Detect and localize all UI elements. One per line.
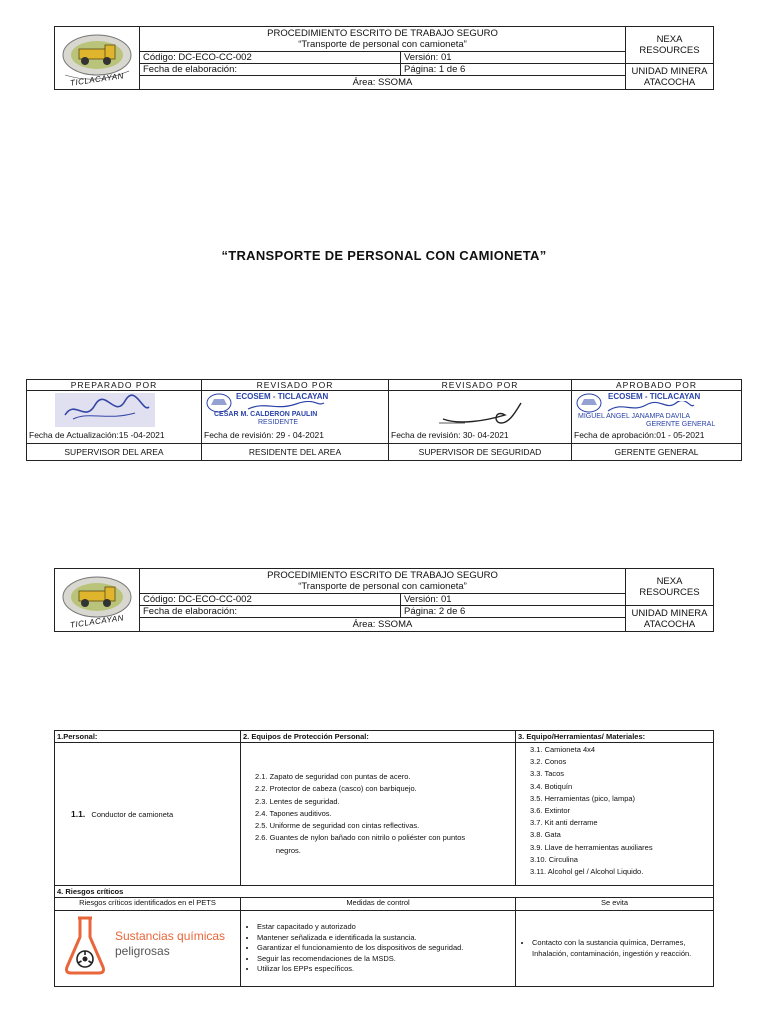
approval-header: REVISADO POR <box>389 380 572 391</box>
list-item: 3.10. Circulina <box>530 854 578 864</box>
controls-cell <box>241 911 516 987</box>
list-item: 3.2. Conos <box>530 757 567 767</box>
signature-icon <box>55 393 155 427</box>
risks-header: 4. Riesgos críticos <box>55 886 714 898</box>
list-item: 2.1. Zapato de seguridad con puntas de acero. <box>255 772 411 782</box>
hazard-label-line1: Sustancias químicas <box>115 929 226 943</box>
approval-date: Fecha de aprobación:01 - 05-2021 <box>574 430 705 440</box>
list-item: 3.5. Herramientas (pico, lampa) <box>530 793 636 803</box>
header-page-2 <box>54 568 714 632</box>
approval-role: GERENTE GENERAL <box>572 444 742 461</box>
approval-header: APROBADO POR <box>572 380 742 391</box>
signature-icon <box>246 401 326 411</box>
mining-unit-line1: UNIDAD MINERA <box>631 65 708 77</box>
personal-number: 1.1. <box>71 809 86 819</box>
list-item: • Utilizar los EPPs específicos. <box>257 964 513 975</box>
requirements-table <box>54 730 714 987</box>
logo-text: TICLACAYAN <box>69 71 125 88</box>
approval-header: PREPARADO POR <box>27 380 202 391</box>
col-risks: Riesgos críticos identificados en el PETS <box>55 898 241 911</box>
approval-role: SUPERVISOR DEL AREA <box>27 444 202 461</box>
doc-title-line1: PROCEDIMIENTO ESCRITO DE TRABAJO SEGURO <box>267 570 498 581</box>
doc-code: Código: DC-ECO-CC-002 <box>140 52 401 64</box>
signature-cell <box>389 391 572 444</box>
epp-header: 2. Equipos de Protección Personal: <box>241 731 516 743</box>
list-item: • Estar capacitado y autorizado <box>257 922 513 933</box>
stamp-name: CESAR M. CALDERON PAULIN <box>214 411 318 418</box>
approvals-table <box>26 379 742 461</box>
list-item: 2.4. Tapones auditivos. <box>255 808 332 818</box>
doc-title <box>140 569 626 594</box>
list-item: 3.9. Llave de herramientas auxiliares <box>530 842 653 852</box>
doc-code: Código: DC-ECO-CC-002 <box>140 594 401 606</box>
stamp-logo-icon <box>206 393 232 413</box>
company-name-line2: RESOURCES <box>639 587 700 598</box>
stamp-name: MIGUEL ANGEL JANAMPA DAVILA <box>578 413 691 420</box>
signature-cell <box>27 391 202 444</box>
controls-list <box>243 922 513 975</box>
doc-title-line2: “Transporte de personal con camioneta” <box>298 581 467 592</box>
list-item: 3.1. Camioneta 4x4 <box>530 745 596 754</box>
list-item: 3.7. Kit anti derrame <box>530 818 598 828</box>
list-item: 3.4. Botiquín <box>530 781 573 791</box>
logo-text: TICLACAYAN <box>69 613 125 630</box>
stamp-company: ECOSEM - TICLACAYAN <box>608 392 701 401</box>
company-logo <box>55 27 140 90</box>
header-page-1 <box>54 26 714 90</box>
page-number: Página: 1 de 6 <box>401 64 626 76</box>
company-name-line1: NEXA <box>656 576 683 587</box>
approval-role: RESIDENTE DEL AREA <box>202 444 389 461</box>
hazard-label-line2: peligrosas <box>115 944 170 958</box>
list-item: • Contacto con la sustancia química, Derrames, Inhalación, contaminación, ingestión y reacción. <box>532 938 709 959</box>
hazard-cell <box>55 911 241 987</box>
personal-header: 1.Personal: <box>55 731 241 743</box>
personal-item: Conductor de camioneta <box>91 810 174 819</box>
stamp-title: RESIDENTE <box>258 419 299 426</box>
avoids-cell <box>516 911 714 987</box>
list-item: 2.2. Protector de cabeza (casco) con barbiquejo. <box>255 784 417 794</box>
personal-cell <box>55 743 241 886</box>
signature-cell <box>202 391 389 444</box>
approval-role: SUPERVISOR DE SEGURIDAD <box>389 444 572 461</box>
equipment-cell <box>516 743 714 886</box>
list-item: • Garantizar el funcionamiento de los dispositivos de seguridad. <box>257 943 513 954</box>
list-item: 3.6. Extintor <box>530 806 571 816</box>
stamp-title: GERENTE GENERAL <box>646 421 716 428</box>
list-item: 2.6. Guantes de nylon bañado con nitrilo o poliéster con puntos <box>255 833 466 843</box>
mining-unit-line1: UNIDAD MINERA <box>631 607 708 619</box>
mining-unit-line2: ATACOCHA <box>643 618 696 630</box>
company-name-line1: NEXA <box>656 34 683 45</box>
doc-title-line1: PROCEDIMIENTO ESCRITO DE TRABAJO SEGURO <box>267 28 498 39</box>
company-name-line2: RESOURCES <box>639 45 700 56</box>
equipment-list <box>530 744 709 878</box>
company-name <box>626 27 714 64</box>
signature-cell <box>572 391 742 444</box>
doc-version: Versión: 01 <box>401 52 626 64</box>
list-item: negros. <box>255 845 301 855</box>
col-avoids: Se evita <box>516 898 714 911</box>
stamp <box>206 393 366 433</box>
approval-date: Fecha de revisión: 30- 04-2021 <box>391 430 509 440</box>
stamp-logo-icon <box>576 393 602 413</box>
mining-unit-line2: ATACOCHA <box>643 76 696 88</box>
area-label: Área: SSOMA <box>140 618 626 632</box>
page-number: Página: 2 de 6 <box>401 606 626 618</box>
mining-unit <box>626 606 714 632</box>
doc-version: Versión: 01 <box>401 594 626 606</box>
elaboration-date: Fecha de elaboración: <box>140 64 401 76</box>
hazard-label <box>115 929 225 959</box>
list-item: 3.11. Alcohol gel / Alcohol Liquido. <box>530 867 644 877</box>
approval-header: REVISADO POR <box>202 380 389 391</box>
epp-list <box>255 771 511 856</box>
list-item: 2.3. Lentes de seguridad. <box>255 796 340 806</box>
avoids-list <box>520 938 709 959</box>
signature-icon <box>606 401 696 413</box>
stamp-company: ECOSEM - TICLACAYAN <box>236 392 329 401</box>
company-logo <box>55 569 140 632</box>
mining-unit <box>626 64 714 90</box>
list-item: 2.5. Uniforme de seguridad con cintas reflectivas. <box>255 821 420 831</box>
list-item: 3.3. Tacos <box>530 769 565 779</box>
list-item: • Mantener señalizada e identificada la sustancia. <box>257 933 513 944</box>
doc-title-line2: “Transporte de personal con camioneta” <box>298 39 467 50</box>
list-item: • Seguir las recomendaciones de la MSDS. <box>257 954 513 965</box>
company-name <box>626 569 714 606</box>
approval-date: Fecha de Actualización:15 -04-2021 <box>29 430 165 440</box>
main-title: “TRANSPORTE DE PERSONAL CON CAMIONETA” <box>221 248 547 263</box>
list-item: 3.8. Gata <box>530 830 561 840</box>
chemical-flask-icon <box>63 915 107 977</box>
signature-icon <box>435 399 525 431</box>
approval-date: Fecha de revisión: 29 - 04-2021 <box>204 430 325 440</box>
area-label: Área: SSOMA <box>140 76 626 90</box>
doc-title <box>140 27 626 52</box>
equipment-header: 3. Equipo/Herramientas/ Materiales: <box>516 731 714 743</box>
col-controls: Medidas de control <box>241 898 516 911</box>
elaboration-date: Fecha de elaboración: <box>140 606 401 618</box>
epp-cell <box>241 743 516 886</box>
